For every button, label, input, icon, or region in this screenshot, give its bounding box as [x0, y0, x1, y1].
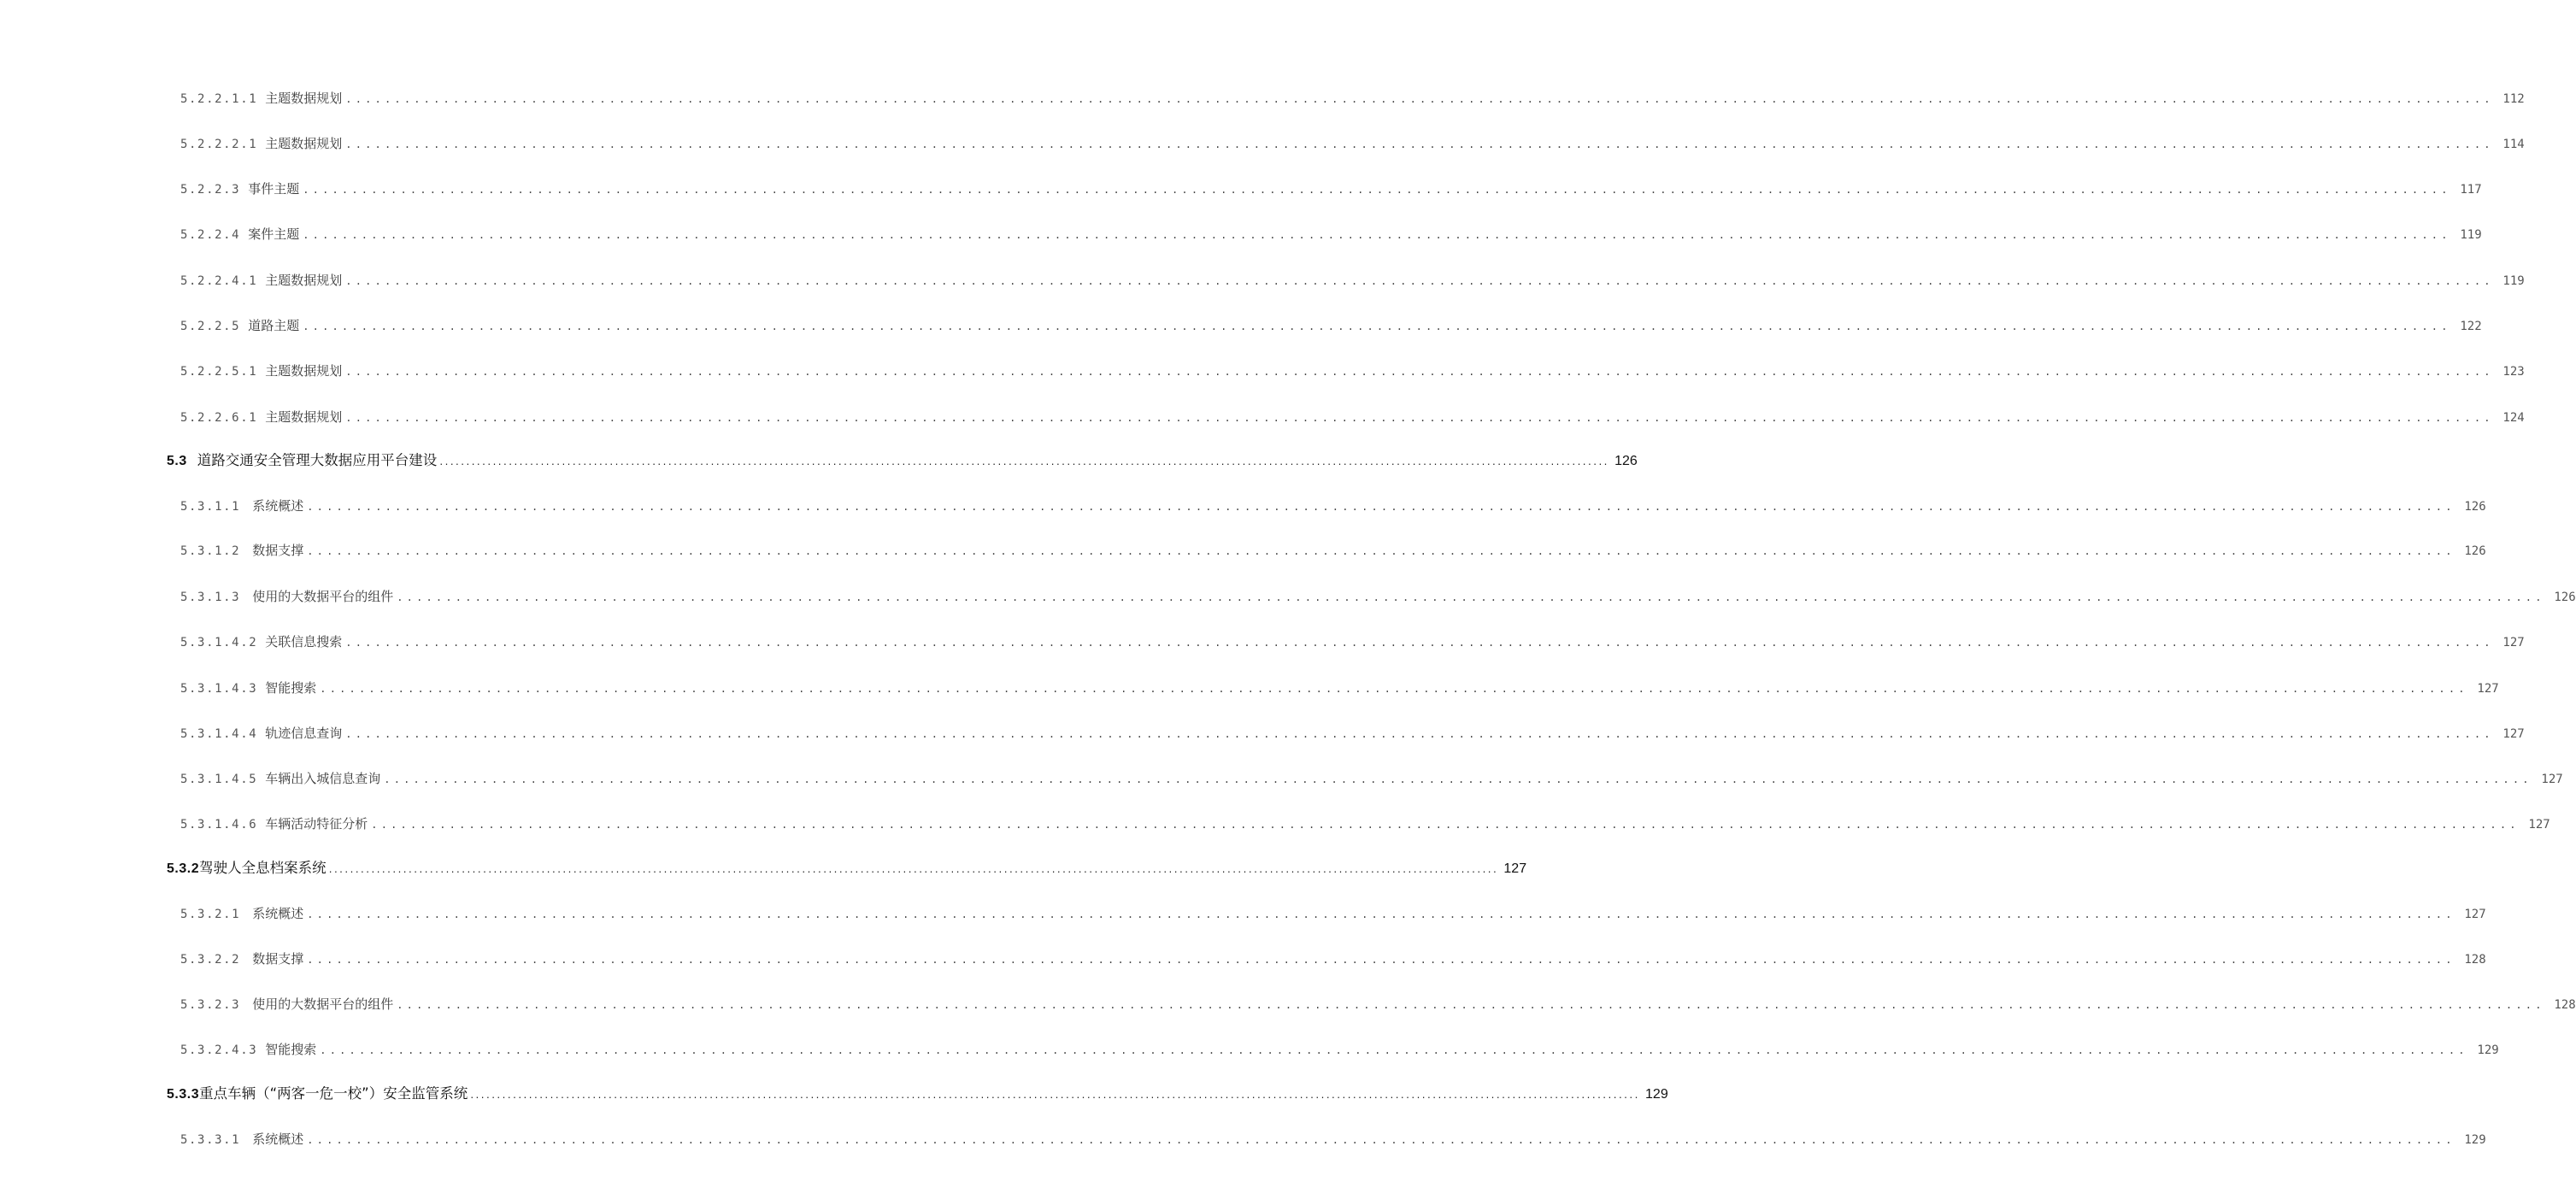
dot-leader: ............................................................................................................................................................................................................................ — [371, 819, 2520, 831]
toc-entry-page: 112 — [2502, 92, 2525, 106]
toc-entry-number: 5.2.2.5 — [180, 320, 241, 333]
toc-entry-title: 车辆活动特征分析 — [265, 816, 368, 832]
toc-entry-page: 129 — [2477, 1043, 2499, 1057]
toc-entry-title: 轨迹信息查询 — [265, 726, 343, 741]
dot-leader: ............................................................................................................................................................................................................................ — [303, 320, 2451, 332]
dot-leader: ............................................................................................................................................................................................................................ — [345, 93, 2494, 105]
toc-entry-title: 使用的大数据平台的组件 — [252, 589, 394, 604]
toc-entry-title: 车辆出入城信息查询 — [265, 771, 381, 786]
toc-entry-number: 5.3.3 — [167, 1087, 200, 1102]
toc-entry-page: 126 — [2464, 544, 2486, 558]
toc-entry-number: 5.2.2.4 — [180, 228, 241, 242]
toc-entry-page: 127 — [2464, 908, 2486, 921]
toc-entry-page: 114 — [2502, 138, 2525, 151]
dot-leader: ............................................................................................................................................................................................................................ — [307, 908, 2455, 920]
dot-leader: ............................................................................................................................................................................................................................ — [345, 412, 2494, 424]
toc-entry-title: 数据支撑 — [252, 951, 304, 967]
toc-entry-title: 主题数据规划 — [265, 136, 343, 151]
toc-entry-number: 5.3.1.4.2 — [180, 636, 258, 649]
toc-entry-title: 重点车辆（“两客一危一校”）安全监管系统 — [199, 1085, 468, 1102]
dot-leader: ............................................................................................................................................................................................................................ — [345, 728, 2494, 740]
toc-entry-page: 127 — [2502, 727, 2525, 741]
toc-entry-number: 5.3.2.3 — [180, 998, 241, 1012]
toc-entry-title: 系统概述 — [252, 1131, 304, 1147]
toc-entry[interactable] — [180, 903, 2486, 924]
dot-leader: ............................................................................................................................................................................................................................ — [303, 229, 2451, 241]
dot-leader: ............................................................................................................................................................................................................................ — [307, 501, 2455, 513]
dot-leader: ............................................................................................................................................................................................................................ — [345, 637, 2494, 649]
dot-leader: ............................................................................................................................................................................................................................ — [438, 458, 1609, 467]
dot-leader: ............................................................................................................................................................................................................................ — [384, 773, 2532, 785]
toc-entry-number: 5.3.1.4.3 — [180, 682, 258, 696]
dot-leader: ............................................................................................................................................................................................................................ — [320, 1044, 2468, 1056]
toc-entry[interactable] — [180, 88, 2525, 109]
toc-entry-page: 124 — [2502, 411, 2525, 425]
toc-entry-title: 使用的大数据平台的组件 — [252, 996, 394, 1012]
toc-entry-number: 5.3.2.1 — [180, 908, 241, 921]
toc-entry-number: 5.2.2.4.1 — [180, 274, 258, 288]
dot-leader: ............................................................................................................................................................................................................................ — [397, 999, 2545, 1011]
dot-leader: ............................................................................................................................................................................................................................ — [307, 954, 2455, 966]
toc-entry-page: 127 — [2528, 818, 2550, 832]
toc-entry-number: 5.3.1.4.5 — [180, 773, 258, 786]
toc-entry[interactable] — [180, 133, 2525, 154]
toc-entry-number: 5.3.2.4.3 — [180, 1043, 258, 1057]
toc-entry-page: 127 — [1503, 861, 1527, 876]
dot-leader: ............................................................................................................................................................................................................................ — [327, 866, 1498, 875]
dot-leader: ............................................................................................................................................................................................................................ — [345, 138, 2494, 150]
toc-entry[interactable] — [180, 949, 2486, 969]
toc-entry[interactable] — [180, 270, 2525, 291]
toc-entry-page: 123 — [2502, 365, 2525, 379]
toc-entry-number: 5.3.2 — [167, 861, 200, 876]
toc-entry-title: 关联信息搜索 — [265, 634, 343, 649]
toc-entry[interactable] — [180, 723, 2525, 743]
toc-entry-page: 127 — [2541, 773, 2563, 786]
toc-entry[interactable] — [180, 361, 2525, 381]
dot-leader: ............................................................................................................................................................................................................................ — [307, 1134, 2455, 1146]
toc-entry-number: 5.3.1.1 — [180, 500, 241, 514]
toc-entry-title: 事件主题 — [248, 181, 300, 197]
toc-entry[interactable] — [180, 1129, 2486, 1149]
dot-leader: ............................................................................................................................................................................................................................ — [469, 1091, 1639, 1101]
toc-entry[interactable] — [180, 407, 2525, 427]
toc-entry-title: 道路主题 — [248, 318, 300, 333]
toc-entry-number: 5.3.3.1 — [180, 1133, 241, 1147]
toc-entry-number: 5.2.2.5.1 — [180, 365, 258, 379]
toc-entry-page: 126 — [2464, 500, 2486, 514]
toc-entry-title: 主题数据规划 — [265, 409, 343, 425]
toc-entry-page: 129 — [2464, 1133, 2486, 1147]
toc-entry-title: 智能搜索 — [265, 680, 317, 696]
dot-leader: ............................................................................................................................................................................................................................ — [307, 545, 2455, 557]
toc-entry-number: 5.3.1.4.4 — [180, 727, 258, 741]
toc-entry-title: 案件主题 — [248, 226, 300, 242]
toc-entry[interactable] — [180, 315, 2482, 336]
toc-entry-title: 主题数据规划 — [265, 273, 343, 288]
toc-entry-title: 数据支撑 — [252, 543, 304, 558]
toc-entry-page: 119 — [2460, 228, 2482, 242]
toc-entry[interactable] — [180, 224, 2482, 244]
toc-section-entry[interactable] — [167, 450, 1638, 471]
toc-entry[interactable] — [180, 586, 2576, 607]
dot-leader: ............................................................................................................................................................................................................................ — [397, 591, 2545, 603]
dot-leader: ............................................................................................................................................................................................................................ — [345, 366, 2494, 378]
toc-entry-title: 主题数据规划 — [265, 363, 343, 379]
toc-section-entry[interactable] — [167, 1084, 1668, 1104]
toc-entry-number: 5.3.1.4.6 — [180, 818, 258, 832]
toc-entry-page: 126 — [1614, 454, 1638, 468]
toc-entry-page: 128 — [2464, 953, 2486, 967]
dot-leader: ............................................................................................................................................................................................................................ — [320, 683, 2468, 695]
toc-entry-number: 5.3.2.2 — [180, 953, 241, 967]
toc-entry[interactable] — [180, 814, 2550, 834]
toc-entry[interactable] — [180, 179, 2482, 199]
toc-entry-page: 129 — [1645, 1087, 1668, 1102]
toc-entry[interactable] — [180, 540, 2486, 561]
toc-entry-number: 5.3.1.3 — [180, 591, 241, 604]
toc-entry-number: 5.2.2.2.1 — [180, 138, 258, 151]
toc-entry-title: 系统概述 — [252, 498, 304, 514]
toc-entry[interactable] — [180, 632, 2525, 652]
toc-entry-page: 127 — [2477, 682, 2499, 696]
toc-entry[interactable] — [180, 496, 2486, 516]
dot-leader: ............................................................................................................................................................................................................................ — [345, 275, 2494, 287]
dot-leader: ............................................................................................................................................................................................................................ — [303, 184, 2451, 196]
toc-entry-title: 智能搜索 — [265, 1042, 317, 1057]
toc-entry-page: 126 — [2554, 591, 2576, 604]
toc-section-entry[interactable] — [167, 858, 1527, 879]
toc-entry-title: 系统概述 — [252, 906, 304, 921]
toc-entry[interactable] — [180, 1039, 2499, 1060]
toc-entry-title: 道路交通安全管理大数据应用平台建设 — [197, 452, 438, 468]
toc-entry-number: 5.2.2.1.1 — [180, 92, 258, 106]
toc-entry-number: 5.2.2.6.1 — [180, 411, 258, 425]
toc-entry-page: 117 — [2460, 183, 2482, 197]
toc-entry-page: 127 — [2502, 636, 2525, 649]
toc-entry[interactable] — [180, 678, 2499, 698]
toc-entry-title: 主题数据规划 — [265, 91, 343, 106]
toc-entry-number: 5.3.1.2 — [180, 544, 241, 558]
toc-entry-title: 驾驶人全息档案系统 — [199, 860, 326, 876]
toc-entry-page: 122 — [2460, 320, 2482, 333]
toc-entry-page: 119 — [2502, 274, 2525, 288]
toc-entry-number: 5.3 — [167, 454, 187, 468]
toc-entry[interactable] — [180, 768, 2563, 789]
toc-entry[interactable] — [180, 994, 2576, 1014]
toc-entry-number: 5.2.2.3 — [180, 183, 241, 197]
toc-entry-page: 128 — [2554, 998, 2576, 1012]
